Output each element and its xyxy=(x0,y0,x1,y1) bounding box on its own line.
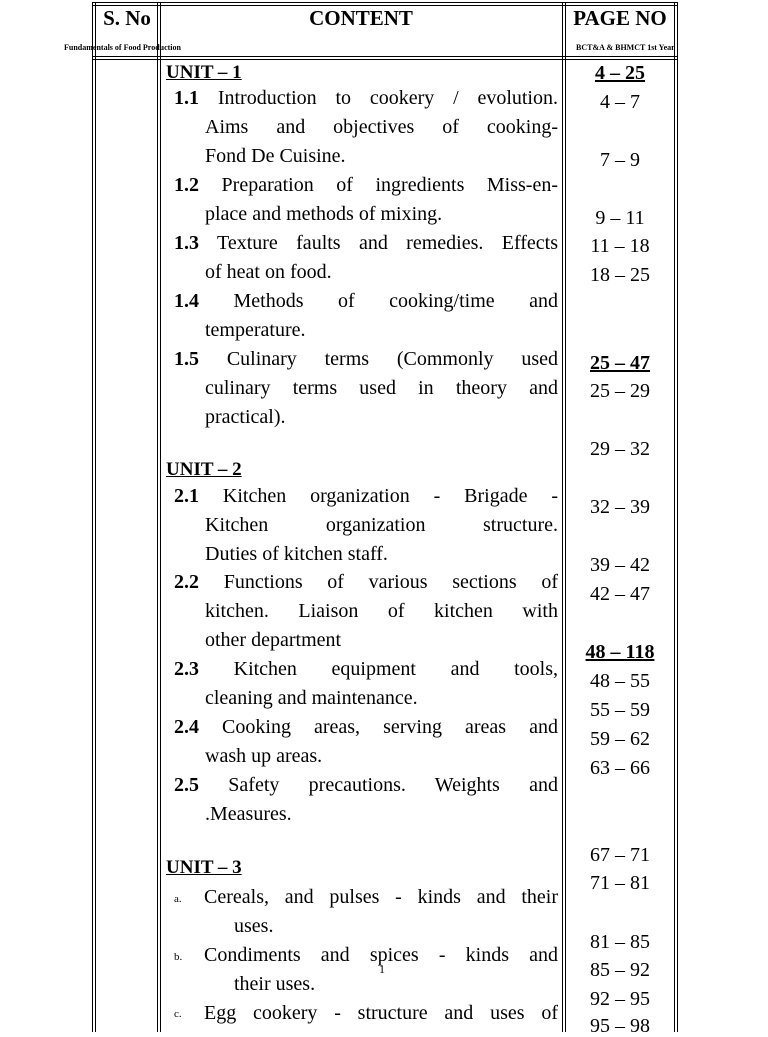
list-item: Condiments and spices - kinds and their uses. xyxy=(204,944,558,995)
list-item: Cereals, and pulses - kinds and their uses. xyxy=(204,886,558,937)
list-item: 2.3 Kitchen equipment and tools, cleaning and maintenance. xyxy=(174,658,558,709)
list-item: 1.4 Methods of cooking/time and temperature. xyxy=(174,290,558,341)
list-item: 1.3 Texture faults and remedies. Effects of heat on food. xyxy=(174,232,558,283)
page-number: 1 xyxy=(379,962,385,976)
page-range: 48 – 55 xyxy=(590,670,650,692)
list-item: 2.2 Functions of various sections of kitchen. Liaison of kitchen with other department xyxy=(174,571,558,651)
list-marker: c. xyxy=(174,1008,182,1020)
header-divider-2 xyxy=(92,59,678,60)
page-range: 9 – 11 xyxy=(595,207,645,229)
page-range: 48 – 118 xyxy=(585,641,655,663)
page-range: 7 – 9 xyxy=(600,149,640,171)
unit-3-title: UNIT – 3 xyxy=(166,857,242,878)
list-item: 2.4 Cooking areas, serving areas and wash up areas. xyxy=(174,716,558,767)
header-page-no: PAGE NO xyxy=(573,6,667,30)
list-item: 1.1 Introduction to cookery / evolution. Aims and objectives of cooking- Fond De Cuisine. xyxy=(174,87,558,167)
header-content: CONTENT xyxy=(309,6,413,30)
page-range: 85 – 92 xyxy=(590,959,650,981)
table-border-right-inner xyxy=(674,2,675,1032)
page-range: 25 – 47 xyxy=(590,352,650,374)
page-range: 32 – 39 xyxy=(590,496,650,518)
header-sno: S. No xyxy=(103,6,151,30)
page-range: 59 – 62 xyxy=(590,728,650,750)
column-divider-sno xyxy=(157,2,158,1032)
page-range: 42 – 47 xyxy=(590,583,650,605)
list-item: 1.5 Culinary terms (Commonly used culinary terms used in theory and practical). xyxy=(174,348,558,428)
table-border-top xyxy=(92,2,678,3)
page-range: 95 – 98 xyxy=(590,1015,650,1037)
running-header-right: BCT&A & BHMCT 1st Year xyxy=(576,43,675,52)
list-item: Egg cookery - structure and uses of xyxy=(204,1002,558,1024)
page-range: 71 – 81 xyxy=(590,872,650,894)
page-range: 18 – 25 xyxy=(590,264,650,286)
page-range: 67 – 71 xyxy=(590,844,650,866)
page-range: 81 – 85 xyxy=(590,931,650,953)
page-range: 25 – 29 xyxy=(590,380,650,402)
running-header-left: Fundamentals of Food Production xyxy=(64,43,181,52)
page-range: 4 – 7 xyxy=(600,91,640,113)
header-divider xyxy=(92,56,678,57)
page-range: 92 – 95 xyxy=(590,988,650,1010)
page-range: 63 – 66 xyxy=(590,757,650,779)
unit-1-title: UNIT – 1 xyxy=(166,62,242,83)
list-item: 1.2 Preparation of ingredients Miss-en- place and methods of mixing. xyxy=(174,174,558,225)
list-marker: a. xyxy=(174,893,182,905)
list-item: 2.1 Kitchen organization - Brigade - Kitchen organization structure. Duties of kitchen staff. xyxy=(174,485,558,565)
list-item: 2.5 Safety precautions. Weights and .Measures. xyxy=(174,774,558,825)
table-border-left-inner xyxy=(95,2,96,1032)
unit-2-title: UNIT – 2 xyxy=(166,459,242,480)
page-range: 55 – 59 xyxy=(590,699,650,721)
table-border-left-outer xyxy=(92,2,93,1032)
list-marker: b. xyxy=(174,951,183,963)
page-range: 29 – 32 xyxy=(590,438,650,460)
table-border-right-outer xyxy=(677,2,678,1032)
column-divider-sno-2 xyxy=(160,2,161,1032)
page-range: 11 – 18 xyxy=(590,235,650,257)
page-range: 39 – 42 xyxy=(590,554,650,576)
page-range: 4 – 25 xyxy=(595,62,645,84)
column-divider-page xyxy=(562,2,563,1032)
